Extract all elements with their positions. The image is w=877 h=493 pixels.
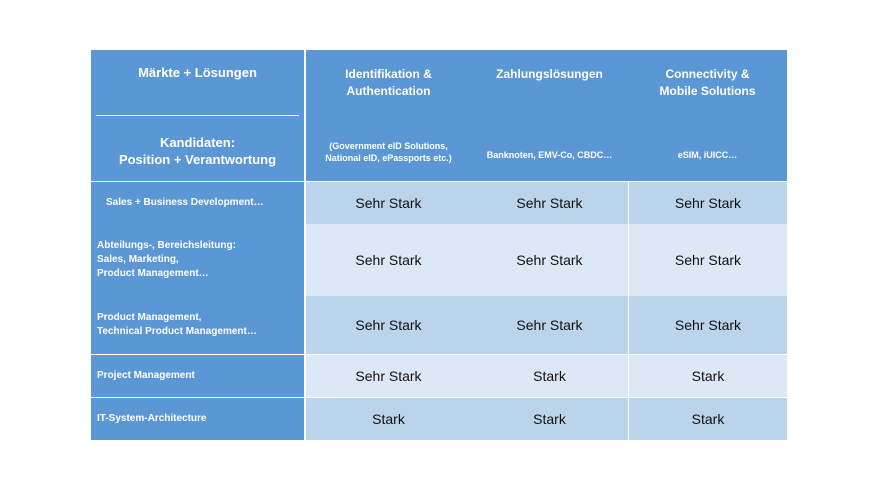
row-header-it-system-architecture: IT-System-Architecture	[91, 397, 306, 440]
column-subtitle: (Government eID Solutions, National eID, ePassports etc.)	[325, 141, 452, 163]
markets-solutions-heading: Märkte + Lösungen	[138, 65, 257, 80]
column-subtitle: Banknoten, EMV-Co, CBDC…	[486, 150, 613, 160]
table-cell: Sehr Stark	[628, 224, 787, 296]
column-header-identification	[306, 50, 471, 181]
table-corner-header	[91, 50, 306, 181]
corner-divider	[96, 115, 299, 116]
column-header-payment	[471, 50, 628, 181]
table-cell: Stark	[628, 354, 787, 397]
column-title: Identifikation & Authentication	[345, 67, 432, 98]
row-header-department-management: Abteilungs-, Bereichsleitung: Sales, Marketing, Product Management…	[91, 224, 306, 296]
table-cell: Stark	[471, 397, 628, 440]
table-cell: Sehr Stark	[471, 296, 628, 354]
column-subtitle: eSIM, iUICC…	[677, 150, 738, 160]
table-cell: Sehr Stark	[471, 224, 628, 296]
row-header-sales-business-development: Sales + Business Development…	[91, 181, 306, 224]
column-title: Connectivity & Mobile Solutions	[659, 67, 756, 98]
table-cell: Stark	[471, 354, 628, 397]
table-cell: Sehr Stark	[628, 181, 787, 224]
candidates-heading: Kandidaten: Position + Verantwortung	[118, 135, 277, 167]
column-header-connectivity	[628, 50, 787, 181]
table-cell: Sehr Stark	[471, 181, 628, 224]
table-cell: Sehr Stark	[306, 296, 471, 354]
table-cell: Stark	[628, 397, 787, 440]
row-header-product-management: Product Management, Technical Product Management…	[91, 296, 306, 354]
column-title: Zahlungslösungen	[496, 67, 603, 81]
table-cell: Sehr Stark	[306, 224, 471, 296]
markets-candidates-table	[91, 50, 787, 440]
table-cell: Sehr Stark	[628, 296, 787, 354]
table-cell: Stark	[306, 397, 471, 440]
table-cell: Sehr Stark	[306, 354, 471, 397]
table-cell: Sehr Stark	[306, 181, 471, 224]
row-header-project-management: Project Management	[91, 354, 306, 397]
